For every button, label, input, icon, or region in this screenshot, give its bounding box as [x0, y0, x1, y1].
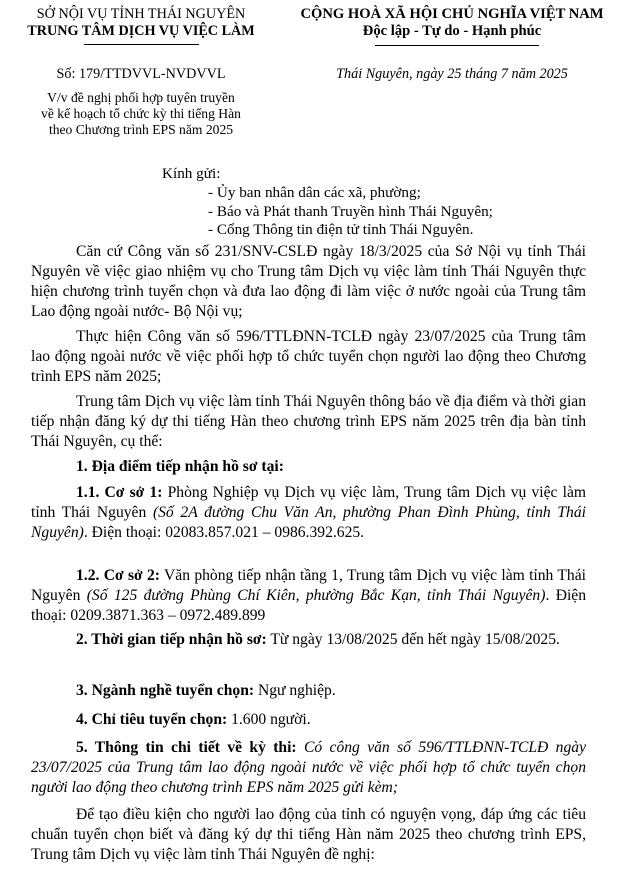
recipient-item: - Báo và Phát thanh Truyền hình Thái Nguyên; — [208, 202, 493, 220]
subject-line: theo Chương trình EPS năm 2025 — [48, 122, 234, 137]
paragraph-implementation: Thực hiện Công văn số 596/TTLĐNN-TCLĐ ngày 23/07/2025 của Trung tâm lao động ngoài nước về việc phối hợp tổ chức tuyển chọn người lao động theo Chương trình EPS năm 2025; — [31, 328, 586, 385]
section-2-label: 2. Thời gian tiếp nhận hồ sơ: — [76, 631, 267, 648]
section-1-heading: 1. Địa điểm tiếp nhận hồ sơ tại: — [76, 458, 284, 475]
subject-line: V/v đề nghị phối hợp tuyên truyền — [47, 90, 235, 105]
agency-name: TRUNG TÂM DỊCH VỤ VIỆC LÀM — [27, 23, 255, 39]
recipient-item: - Ủy ban nhân dân các xã, phường; — [208, 184, 421, 201]
agency-parent: SỞ NỘI VỤ TỈNH THÁI NGUYÊN — [36, 6, 246, 22]
section-1-1-phone: . Điện thoại: 02083.857.021 – 0986.392.625. — [83, 524, 365, 541]
document-number: Số: 179/TTDVVL-NVDVVL — [56, 66, 226, 82]
section-4-text: 1.600 người. — [227, 711, 311, 728]
agency-underline — [84, 44, 199, 45]
section-1-2-address: (Số 125 đường Phùng Chí Kiên, phường Bắc Kạn, tỉnh Thái Nguyên) — [86, 587, 546, 604]
subject-block — [10, 90, 272, 138]
section-1-1-text: Phòng Nghiệp vụ Dịch vụ việc làm, Trung tâm Dịch vụ việc làm tỉnh Thái Nguyên — [31, 484, 586, 521]
section-1-2-text: Văn phòng tiếp nhận tầng 1, Trung tâm Dịch vụ việc làm tỉnh Thái Nguyên — [31, 567, 586, 604]
section-1-1-label: 1.1. Cơ sở 1: — [76, 484, 163, 501]
section-3-text: Ngư nghiệp. — [254, 682, 336, 699]
place-date: Thái Nguyên, ngày 25 tháng 7 năm 2025 — [336, 66, 568, 82]
section-3 — [31, 681, 586, 701]
recipient-item: - Cổng Thông tin điện tử tỉnh Thái Nguyên. — [208, 221, 474, 239]
section-1-1-address: (Số 2A đường Chu Văn An, phường Phan Đình Phùng, tỉnh Thái Nguyên) — [31, 504, 586, 541]
section-2-text: Từ ngày 13/08/2025 đến hết ngày 15/08/2025. — [266, 631, 560, 648]
section-4 — [31, 710, 586, 730]
section-1-2-label: 1.2. Cơ sở 2: — [76, 567, 160, 584]
subject-line: về kế hoạch tổ chức kỳ thi tiếng Hàn — [41, 106, 241, 121]
paragraph-request: Để tạo điều kiện cho người lao động của tỉnh có nguyện vọng, đáp ứng các tiêu chuẩn tuyển chọn biết và đăng ký dự thi tiếng Hàn năm 2025 theo chương trình EPS, Trung tâm Dịch vụ việc làm tỉnh Thái Nguyên đề nghị: — [31, 806, 586, 863]
section-1-1 — [31, 483, 586, 543]
nation-title: CỘNG HOÀ XÃ HỘI CHỦ NGHĨA VIỆT NAM — [300, 6, 604, 22]
section-1-2-phone: . Điện thoại: 0209.3871.363 – 0972.489.899 — [31, 587, 586, 624]
section-4-label: 4. Chỉ tiêu tuyển chọn: — [76, 711, 228, 728]
section-2 — [31, 630, 586, 650]
motto-underline — [375, 45, 539, 46]
paragraph-announcement: Trung tâm Dịch vụ việc làm tỉnh Thái Nguyên thông báo về địa điểm và thời gian tiếp nhận đăng ký dự thi tiếng Hàn theo chương trình EPS năm 2025 trên địa bàn tỉnh Thái Nguyên, cụ thể: — [31, 393, 586, 450]
section-5-label: 5. Thông tin chi tiết về kỳ thi: — [76, 739, 297, 756]
section-5 — [31, 738, 586, 798]
section-1-2 — [31, 566, 586, 626]
issuing-agency-block — [10, 6, 272, 40]
national-title-block — [292, 6, 612, 40]
paragraph-legal-basis: Căn cứ Công văn số 231/SNV-CSLĐ ngày 18/3/2025 của Sở Nội vụ tỉnh Thái Nguyên về việc giao nhiệm vụ cho Trung tâm Dịch vụ việc làm tỉnh Thái Nguyên thực hiện chương trình tuyển chọn và đưa lao động đi làm việc ở nước ngoài của Trung tâm Lao động ngoài nước- Bộ Nội vụ; — [31, 243, 586, 320]
motto: Độc lập - Tự do - Hạnh phúc — [362, 23, 542, 39]
section-3-label: 3. Ngành nghề tuyển chọn: — [76, 682, 255, 699]
section-5-text: Có công văn số 596/TTLĐNN-TCLĐ ngày 23/07/2025 của Trung tâm lao động ngoài nước về việc phối hợp tổ chức tuyển chọn người lao động theo chương trình EPS năm 2025 gửi kèm; — [31, 739, 586, 796]
recipient-list — [208, 184, 493, 240]
salutation: Kính gửi: — [162, 165, 221, 182]
